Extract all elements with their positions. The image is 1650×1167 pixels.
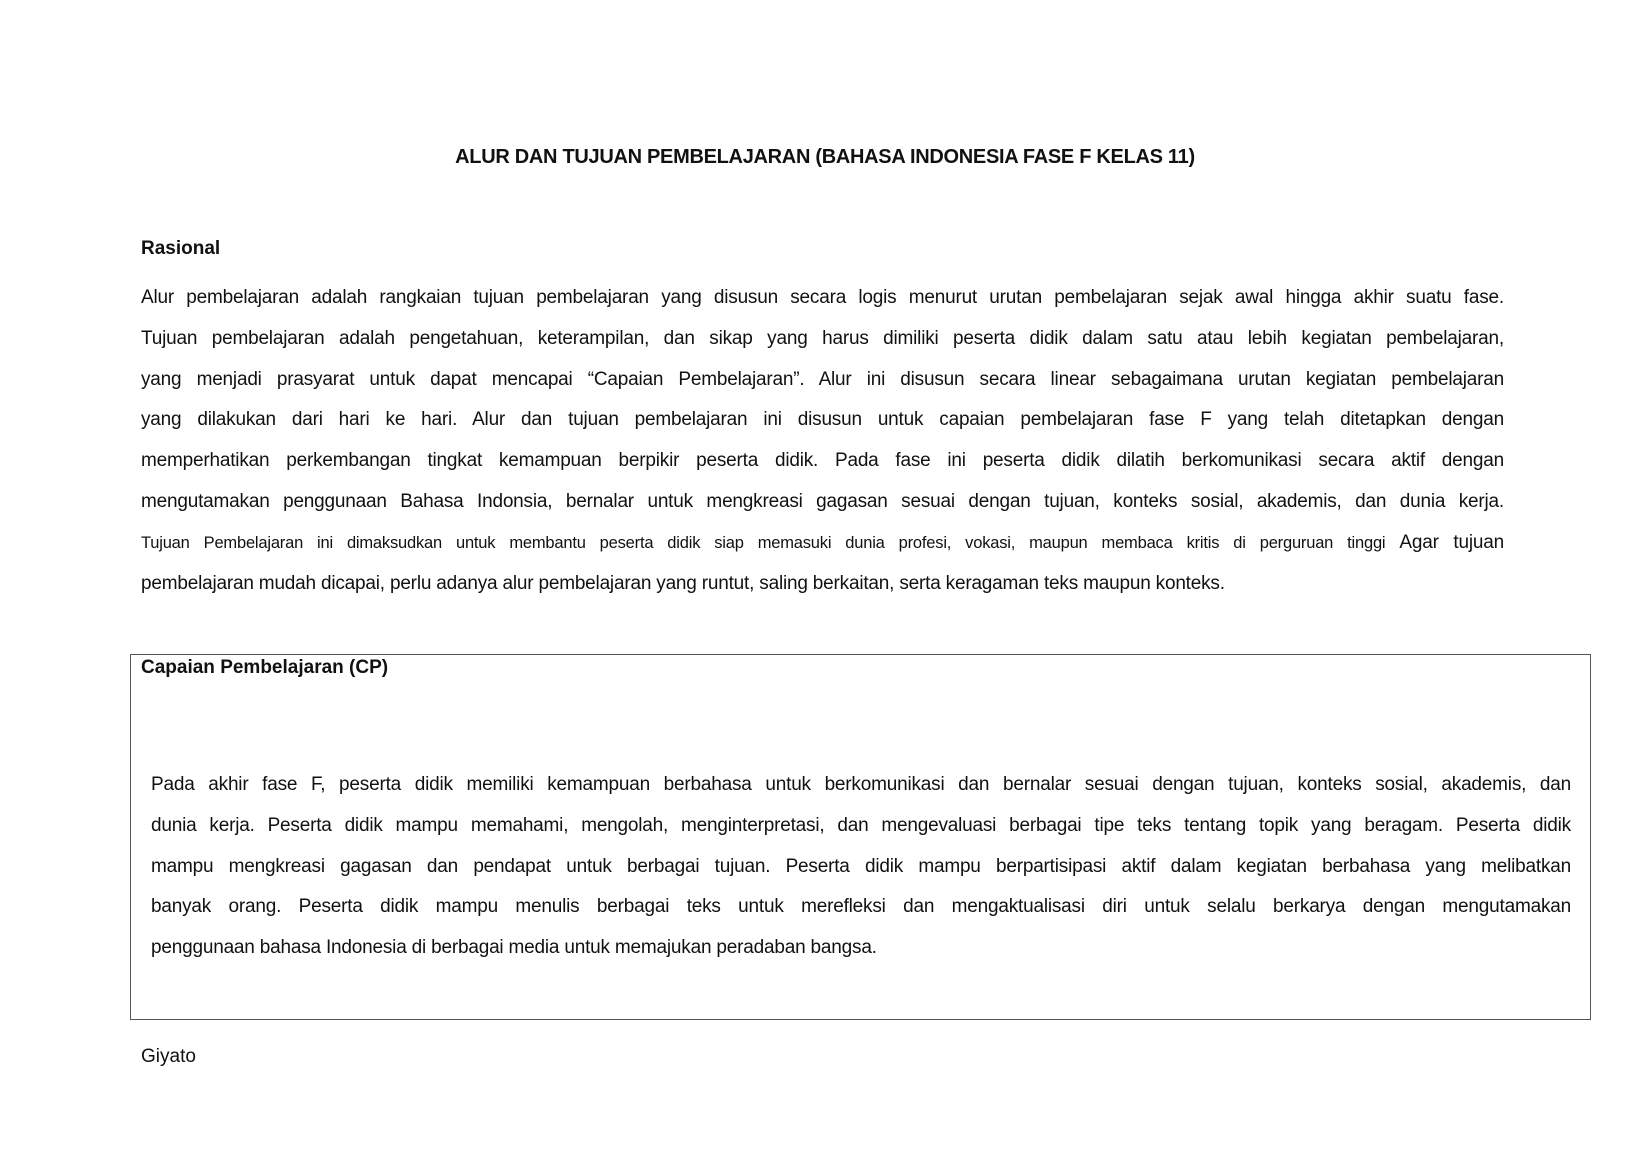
- capaian-line: banyak orang. Peserta didik mampu menulis berbagai teks untuk merefleksi dan mengaktualisasi diri untuk selalu berkarya dengan mengutamakan: [151, 896, 1571, 918]
- rasional-small-text: Tujuan Pembelajaran ini dimaksudkan untuk membantu peserta didik siap memasuki dunia profesi, vokasi, maupun membaca kritis di perguruan tinggi: [141, 533, 1386, 552]
- capaian-pembelajaran-box: [130, 654, 1591, 1020]
- rasional-line: pembelajaran mudah dicapai, perlu adanya alur pembelajaran yang runtut, saling berkaitan, serta keragaman teks maupun konteks.: [141, 572, 1225, 594]
- rasional-paragraph: [141, 278, 1504, 604]
- rasional-line: Tujuan pembelajaran adalah pengetahuan, keterampilan, dan sikap yang harus dimiliki peserta didik dalam satu atau lebih kegiatan pembelajaran,: [141, 327, 1504, 349]
- capaian-heading: Capaian Pembelajaran (CP): [141, 657, 389, 678]
- rasional-line: Alur pembelajaran adalah rangkaian tujuan pembelajaran yang disusun secara logis menurut urutan pembelajaran sejak awal hingga akhir suatu fase.: [141, 287, 1504, 308]
- capaian-line: dunia kerja. Peserta didik mampu memahami, mengolah, menginterpretasi, dan mengevaluasi berbagai tipe teks tentang topik yang beragam. Peserta didik: [151, 814, 1571, 836]
- rasional-line: mengutamakan penggunaan Bahasa Indonsia, bernalar untuk mengkreasi gagasan sesuai dengan tujuan, konteks sosial, akademis, dan dunia kerja.: [141, 490, 1504, 512]
- capaian-line: mampu mengkreasi gagasan dan pendapat untuk berbagai tujuan. Peserta didik mampu berpartisipasi aktif dalam kegiatan berbahasa yang melibatkan: [151, 855, 1571, 877]
- page-title: ALUR DAN TUJUAN PEMBELAJARAN (BAHASA INDONESIA FASE F KELAS 11): [455, 146, 1195, 168]
- rasional-line-small: [141, 523, 1504, 564]
- capaian-line: Pada akhir fase F, peserta didik memiliki kemampuan berbahasa untuk berkomunikasi dan bernalar sesuai dengan tujuan, konteks sosial, akademis, dan: [151, 774, 1571, 795]
- author-name: Giyato: [141, 1046, 196, 1067]
- rasional-line: yang menjadi prasyarat untuk dapat mencapai “Capaian Pembelajaran”. Alur ini disusun secara linear sebagaimana urutan kegiatan pembelajaran: [141, 368, 1504, 390]
- rasional-heading: Rasional: [141, 238, 221, 259]
- capaian-line: penggunaan bahasa Indonesia di berbagai media untuk memajukan peradaban bangsa.: [151, 937, 877, 959]
- rasional-line: yang dilakukan dari hari ke hari. Alur dan tujuan pembelajaran ini disusun untuk capaian pembelajaran fase F yang telah ditetapkan dengan: [141, 409, 1504, 431]
- capaian-paragraph: [151, 765, 1571, 969]
- rasional-normal-text: Agar tujuan: [1399, 531, 1504, 553]
- rasional-line: memperhatikan perkembangan tingkat kemampuan berpikir peserta didik. Pada fase ini peserta didik dilatih berkomunikasi secara aktif dengan: [141, 450, 1504, 472]
